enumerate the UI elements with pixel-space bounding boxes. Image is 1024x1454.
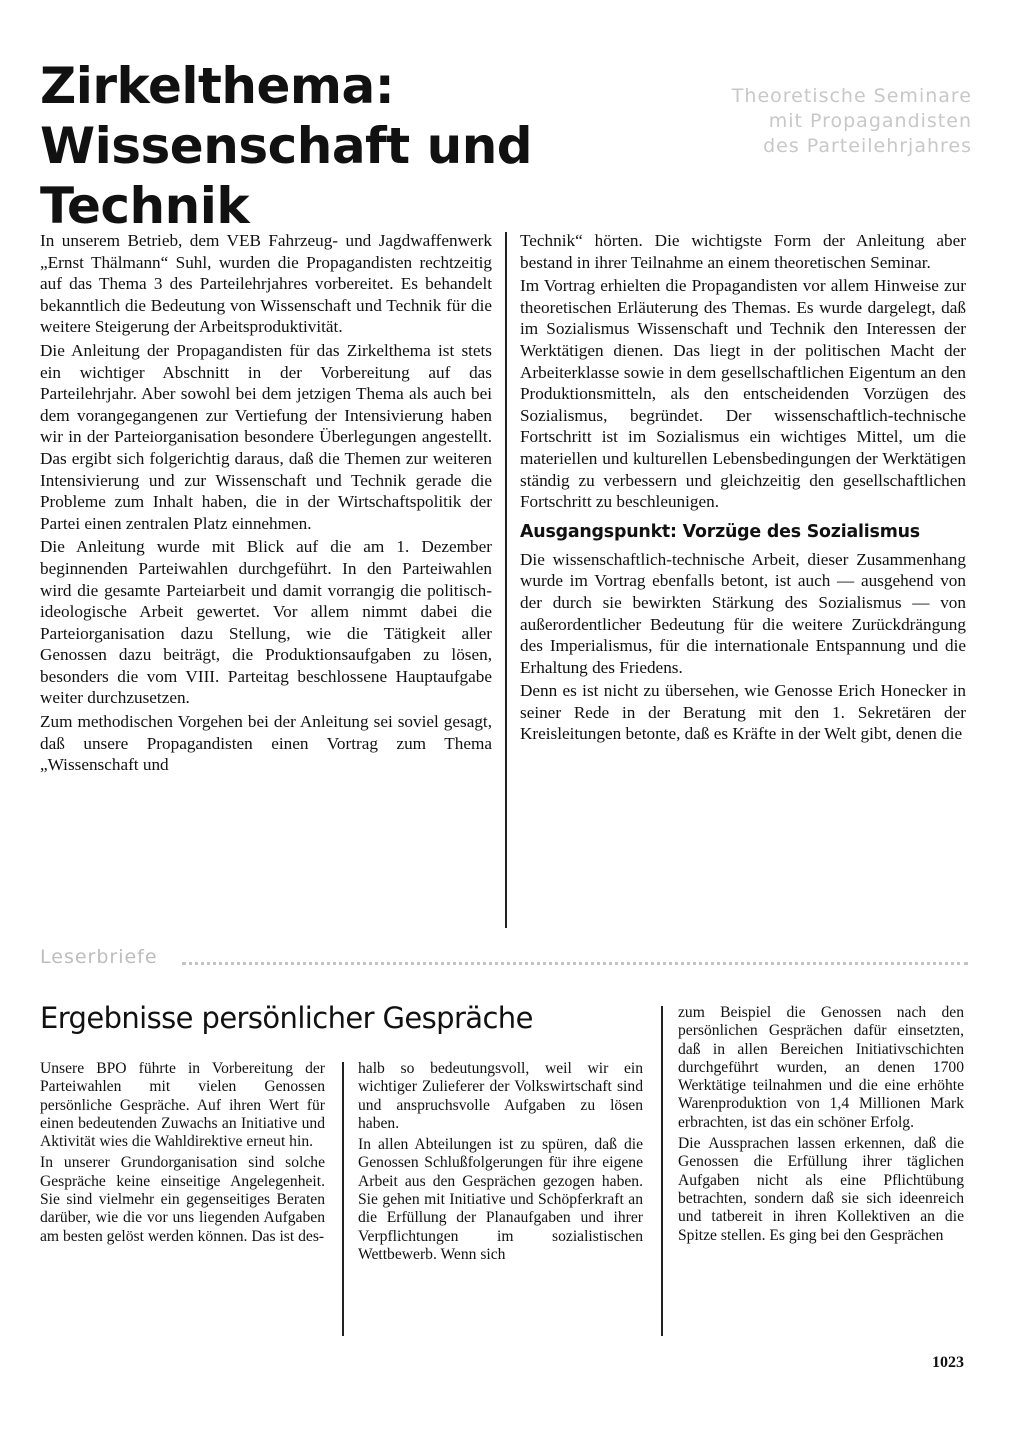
paragraph: Zum methodischen Vorgehen bei der Anleitung sei soviel gesagt, daß unsere Propagandisten einen Vortrag zum Thema „Wissenschaft und	[40, 712, 492, 775]
letter-headline: Ergebnisse persönlicher Gespräche	[40, 1001, 533, 1035]
rubric-line-3: des Parteilehrjahres	[763, 135, 972, 157]
paragraph: Denn es ist nicht zu übersehen, wie Genosse Erich Honecker in seiner Rede in der Beratung mit den 1. Sekretären der Kreisleitungen betonte, daß es Kräfte in der Welt gibt, denen die	[520, 681, 966, 744]
letter-column-3	[678, 1004, 964, 1248]
rubric-line-2: mit Propagandisten	[768, 110, 972, 132]
article1-column-1	[40, 230, 492, 778]
paragraph: Die Anleitung wurde mit Blick auf die am 1. Dezember beginnenden Parteiwahlen durchgeführt. In den Parteiwahlen wird die gesamte Parteiarbeit und damit vorrangig die politisch-ideologische Arbeit gewertet. Vor allem nimmt dabei die Parteiorganisation dazu Stellung, wie die Tätigkeit aller Genossen dazu beiträgt, die Produktionsaufgaben zu lösen, besonders die vom VIII. Parteitag beschlossene Hauptaufgabe weiter durchzusetzen.	[40, 537, 492, 708]
paragraph: Die Anleitung der Propagandisten für das Zirkelthema ist stets ein wichtiger Abschnitt in der Vorbereitung auf das Parteilehrjahr. Aber sowohl bei dem jetzigen Thema als auch bei dem vorangegangenen zur Vertiefung der Intensivierung haben wir in der Parteiorganisation besondere Überlegungen angestellt. Das ergibt sich folgerichtig daraus, daß die Themen zur weiteren Intensivierung und zur Wissenschaft und Technik gerade die Probleme zum Inhalt haben, die in der Wirtschaftspolitik der Partei einen zentralen Platz einnehmen.	[40, 340, 492, 533]
page-number: 1023	[932, 1354, 964, 1371]
headline-line-2: Wissenschaft und Technik	[40, 117, 533, 235]
subheading: Ausgangspunkt: Vorzüge des Sozialismus	[520, 521, 920, 542]
column-divider	[342, 1062, 344, 1336]
column-divider	[505, 232, 507, 928]
headline-line-1: Zirkelthema:	[40, 57, 395, 115]
letter-column-1	[40, 1060, 325, 1249]
section-divider	[182, 962, 968, 965]
paragraph: Die Aussprachen lassen erkennen, daß die Genossen die Erfüllung ihrer täglichen Aufgaben nicht als eine Pflichtübung betrachten, sondern daß sie sich ideenreich und tatbereit in ihren Kollektiven an die Spitze stellen. Es ging bei den Gesprächen	[678, 1135, 964, 1244]
paragraph: Unsere BPO führte in Vorbereitung der Parteiwahlen mit vielen Genossen persönliche Gespräche. Auf ihren Wert für einen bedeutenden Zuwachs an Initiative und Aktivität wies die Wahldirektive erneut hin.	[40, 1060, 325, 1151]
letter-column-2	[358, 1060, 643, 1267]
section-label: Leserbriefe	[40, 946, 158, 968]
article-headline	[40, 56, 700, 236]
paragraph: In allen Abteilungen ist zu spüren, daß die Genossen Schlußfolgerungen für ihre eigene Arbeit aus den Gesprächen gezogen haben. Sie gehen mit Initiative und Schöpferkraft an die Erfüllung der Planaufgaben und ihrer Verpflichtungen im sozialistischen Wettbewerb. Wenn sich	[358, 1136, 643, 1263]
paragraph: In unserem Betrieb, dem VEB Fahrzeug- und Jagdwaffenwerk „Ernst Thälmann“ Suhl, wurden die Propagandisten rechtzeitig auf das Thema 3 des Parteilehrjahres vorbereitet. Es behandelt bekanntlich die Bedeutung von Wissenschaft und Technik für die weitere Steigerung der Arbeitsproduktivität.	[40, 231, 492, 337]
column-divider	[661, 1006, 663, 1336]
paragraph: Im Vortrag erhielten die Propagandisten vor allem Hinweise zur theoretischen Erläuterung des Themas. Es wurde dargelegt, daß im Sozialismus Wissenschaft und Technik den Interessen der Werktätigen dienen. Das liegt in der politischen Macht der Arbeiterklasse sowie in dem gesellschaftlichen Eigentum an den Produktionsmitteln, als den entscheidenden Vorzügen des Sozialismus, begründet. Der wissenschaftlich-technische Fortschritt ist im Sozialismus ein wichtiges Mittel, um die materiellen und kulturellen Lebensbedingungen der Werktätigen ständig zu verbessern und gleichzeitig den gesellschaftlichen Fortschritt zu beschleunigen.	[520, 276, 966, 512]
article1-column-2	[520, 230, 966, 747]
rubric-line-1: Theoretische Seminare	[731, 85, 972, 107]
paragraph: Die wissenschaftlich-technische Arbeit, dieser Zusammenhang wurde im Vortrag ebenfalls betont, ist auch — ausgehend von der durch sie bewirkten Stärkung des Sozialismus — von außerordentlicher Bedeutung für die weitere Zurückdrängung des Imperialismus, für die internationale Entspannung und die Erhaltung des Friedens.	[520, 549, 966, 677]
paragraph: Technik“ hörten. Die wichtigste Form der Anleitung aber bestand in ihrer Teilnahme an einem theoretischen Seminar.	[520, 231, 966, 272]
paragraph: halb so bedeutungsvoll, weil wir ein wichtiger Zulieferer der Volkswirtschaft sind und anspruchsvolle Aufgaben zu lösen haben.	[358, 1060, 643, 1132]
rubric-label	[672, 84, 972, 159]
paragraph: zum Beispiel die Genossen nach den persönlichen Gesprächen dafür einsetzten, daß in allen Bereichen Initiativschichten durchgeführt wurden, an denen 1700 Werktätige teilnahmen und die eine erhöhte Warenproduktion von 1,4 Millionen Mark erbrachten, ist das ein schöner Erfolg.	[678, 1004, 964, 1131]
paragraph: In unserer Grundorganisation sind solche Gespräche keine einseitige Angelegenheit. Sie sind vielmehr ein gegenseitiges Beraten darüber, wie die vor uns liegenden Aufgaben am besten gelöst werden können. Das ist des-	[40, 1154, 325, 1245]
